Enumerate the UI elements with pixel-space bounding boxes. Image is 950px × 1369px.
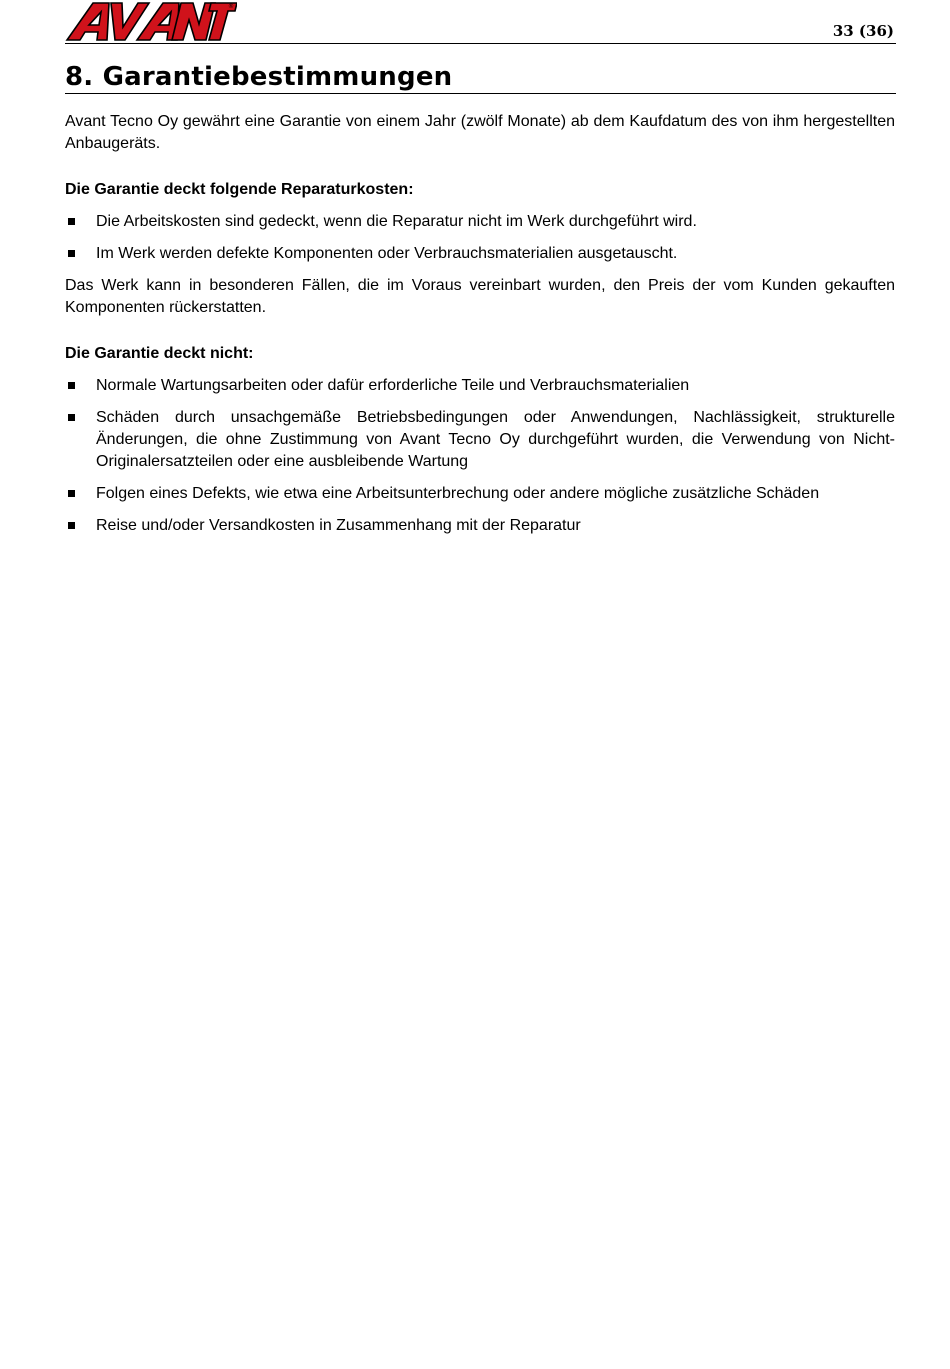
page-number: 33 (36) [832, 22, 894, 40]
not-covered-heading: Die Garantie deckt nicht: [65, 345, 254, 362]
square-bullet-icon [68, 382, 75, 389]
page-header [65, 0, 896, 46]
registered-mark: ® [228, 3, 234, 10]
title-rule [65, 93, 896, 94]
covered-heading: Die Garantie deckt folgende Reparaturkosten: [65, 181, 414, 198]
intro-paragraph: Avant Tecno Oy gewährt eine Garantie von einem Jahr (zwölf Monate) ab dem Kaufdatum des von ihm hergestellten Anbaugeräts. [65, 113, 895, 152]
list-item: Die Arbeitskosten sind gedeckt, wenn die Reparatur nicht im Werk durchgeführt wird. [65, 211, 895, 233]
square-bullet-icon [68, 250, 75, 257]
square-bullet-icon [68, 414, 75, 421]
square-bullet-icon [68, 522, 75, 529]
avant-logo [65, 0, 237, 42]
covered-list [65, 211, 895, 265]
list-item: Reise und/oder Versandkosten in Zusammenhang mit der Reparatur [65, 515, 895, 537]
list-item: Folgen eines Defekts, wie etwa eine Arbeitsunterbrechung oder andere mögliche zusätzliche Schäden [65, 483, 895, 505]
list-item: Schäden durch unsachgemäße Betriebsbedingungen oder Anwendungen, Nachlässigkeit, strukturelle Änderungen, die ohne Zustimmung von Avant Tecno Oy durchgeführt wurden, die Verwendung von Nicht-Originalersatzteilen oder eine ausbleibende Wartung [65, 407, 895, 473]
header-rule [65, 43, 896, 44]
section-title: 8. Garantiebestimmungen [65, 62, 453, 92]
list-item: Im Werk werden defekte Komponenten oder Verbrauchsmaterialien ausgetauscht. [65, 243, 895, 265]
document-body [65, 111, 895, 547]
list-item: Normale Wartungsarbeiten oder dafür erforderliche Teile und Verbrauchsmaterialien [65, 375, 895, 397]
refund-paragraph: Das Werk kann in besonderen Fällen, die im Voraus vereinbart wurden, den Preis der vom Kunden gekauften Komponenten rückerstatten. [65, 277, 895, 316]
square-bullet-icon [68, 490, 75, 497]
not-covered-list [65, 375, 895, 537]
square-bullet-icon [68, 218, 75, 225]
